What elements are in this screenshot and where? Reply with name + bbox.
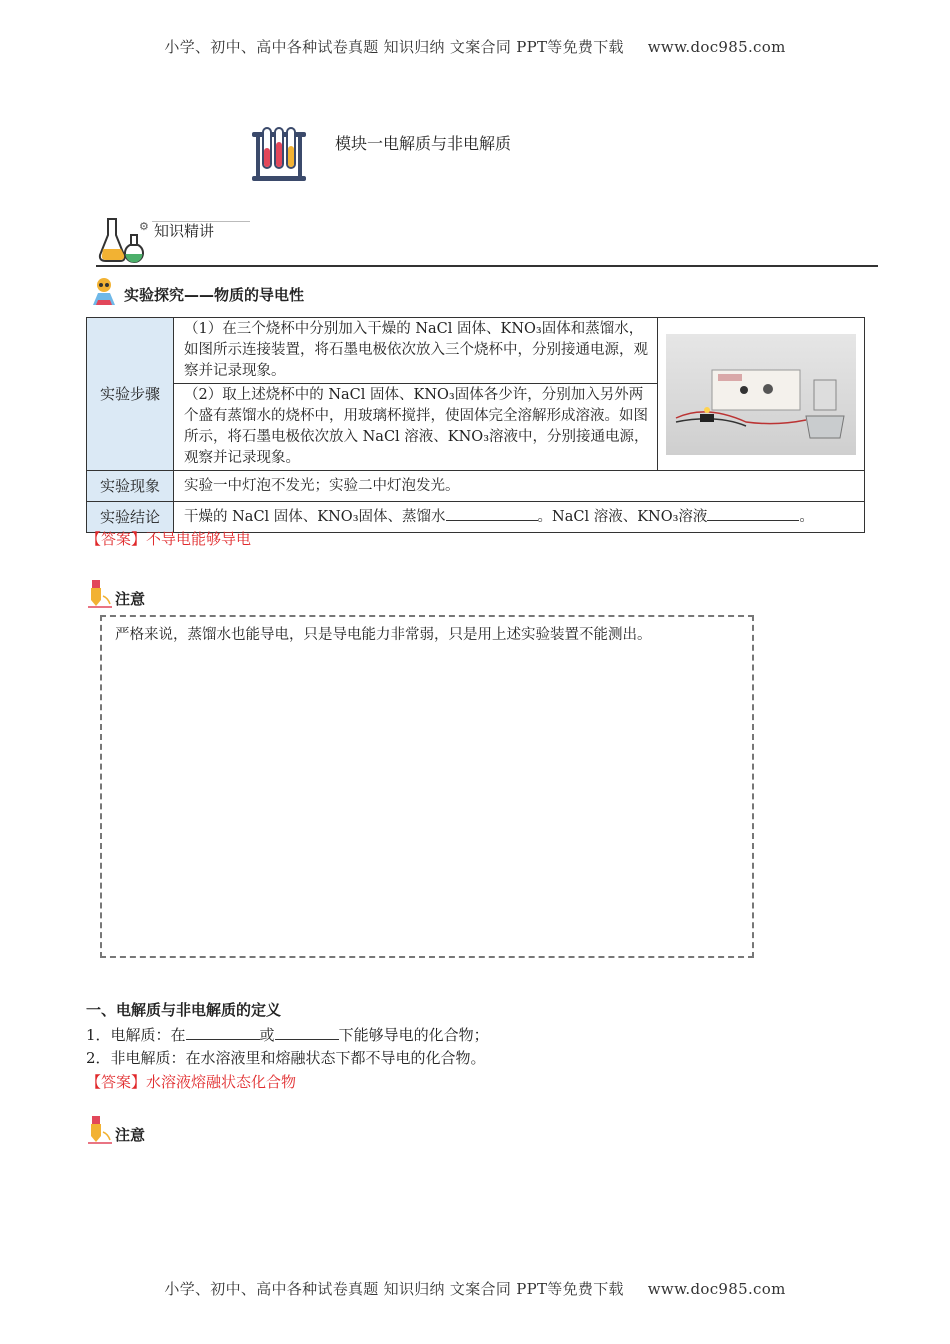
footer-url[interactable]: www.doc985.com	[647, 1280, 786, 1298]
scientist-icon	[90, 276, 118, 306]
apparatus-image-cell	[658, 318, 865, 471]
item-1-blank-2[interactable]	[275, 1025, 339, 1040]
section-1-item-1	[86, 1024, 489, 1045]
pen-icon	[86, 578, 114, 608]
apparatus-photo	[666, 334, 856, 455]
knowledge-heading: 知识精讲	[154, 222, 215, 240]
experiment-table	[86, 317, 865, 533]
item-1-suffix: 下能够导电的化合物；	[338, 1026, 489, 1044]
phenomenon-text: 实验一中灯泡不发光；实验二中灯泡发光。	[174, 471, 865, 502]
page-header	[0, 36, 950, 57]
section-1-title: 一、电解质与非电解质的定义	[86, 1001, 282, 1019]
test-tubes-icon	[250, 126, 308, 184]
step2-text: （2）取上述烧杯中的 NaCl 固体、KNO₃固体各少许，分别加入另外两个盛有蒸馏水的烧杯中，用玻璃杯搅拌，使固体完全溶解形成溶液。如图所示，将石墨电极依次放入 NaCl 溶液、KNO₃溶液中，分别接通电源，观察并记录现象。	[174, 384, 658, 471]
header-text: 小学、初中、高中各种试卷真题 知识归纳 文案合同 PPT等免费下载	[164, 38, 624, 56]
header-url[interactable]: www.doc985.com	[647, 38, 786, 56]
heading-underline	[152, 221, 250, 222]
conclusion-text	[174, 502, 865, 533]
item-1-prefix: 1．电解质：在	[86, 1026, 186, 1044]
answer-2: 【答案】水溶液熔融状态化合物	[86, 1073, 297, 1091]
answer-1: 【答案】不导电能够导电	[86, 530, 252, 548]
step1-text: （1）在三个烧杯中分别加入干燥的 NaCl 固体、KNO₃固体和蒸馏水，如图所示连接装置，将石墨电极依次放入三个烧杯中，分别接通电源，观察并记录现象。	[174, 318, 658, 384]
item-1-mid: 或	[259, 1026, 275, 1044]
conclusion-label: 实验结论	[87, 502, 174, 533]
section-divider	[96, 265, 878, 267]
note-1-text: 严格来说，蒸馏水也能导电，只是导电能力非常弱，只是用上述实验装置不能测出。	[115, 627, 652, 643]
steps-label: 实验步骤	[87, 318, 174, 471]
note-2-title: 注意	[115, 1126, 146, 1144]
note-1-box	[100, 615, 754, 958]
footer-text: 小学、初中、高中各种试卷真题 知识归纳 文案合同 PPT等免费下载	[164, 1280, 624, 1298]
conclusion-end: 。	[799, 509, 814, 525]
section-1-item-2: 2．非电解质：在水溶液里和熔融状态下都不导电的化合物。	[86, 1049, 486, 1067]
page-footer	[0, 1278, 950, 1299]
conclusion-part2: 。NaCl 溶液、KNO₃溶液	[537, 509, 708, 525]
note-1-title: 注意	[115, 590, 146, 608]
conclusion-part1: 干燥的 NaCl 固体、KNO₃固体、蒸馏水	[184, 509, 446, 525]
conclusion-blank-2[interactable]	[707, 506, 799, 521]
module-title: 模块一电解质与非电解质	[335, 134, 512, 153]
gear-icon: ⚙	[139, 220, 149, 233]
pen-icon-2	[86, 1114, 114, 1144]
conclusion-blank-1[interactable]	[446, 506, 538, 521]
phenomenon-label: 实验现象	[87, 471, 174, 502]
experiment-heading: 实验探究——物质的导电性	[124, 286, 305, 304]
item-1-blank-1[interactable]	[186, 1025, 260, 1040]
